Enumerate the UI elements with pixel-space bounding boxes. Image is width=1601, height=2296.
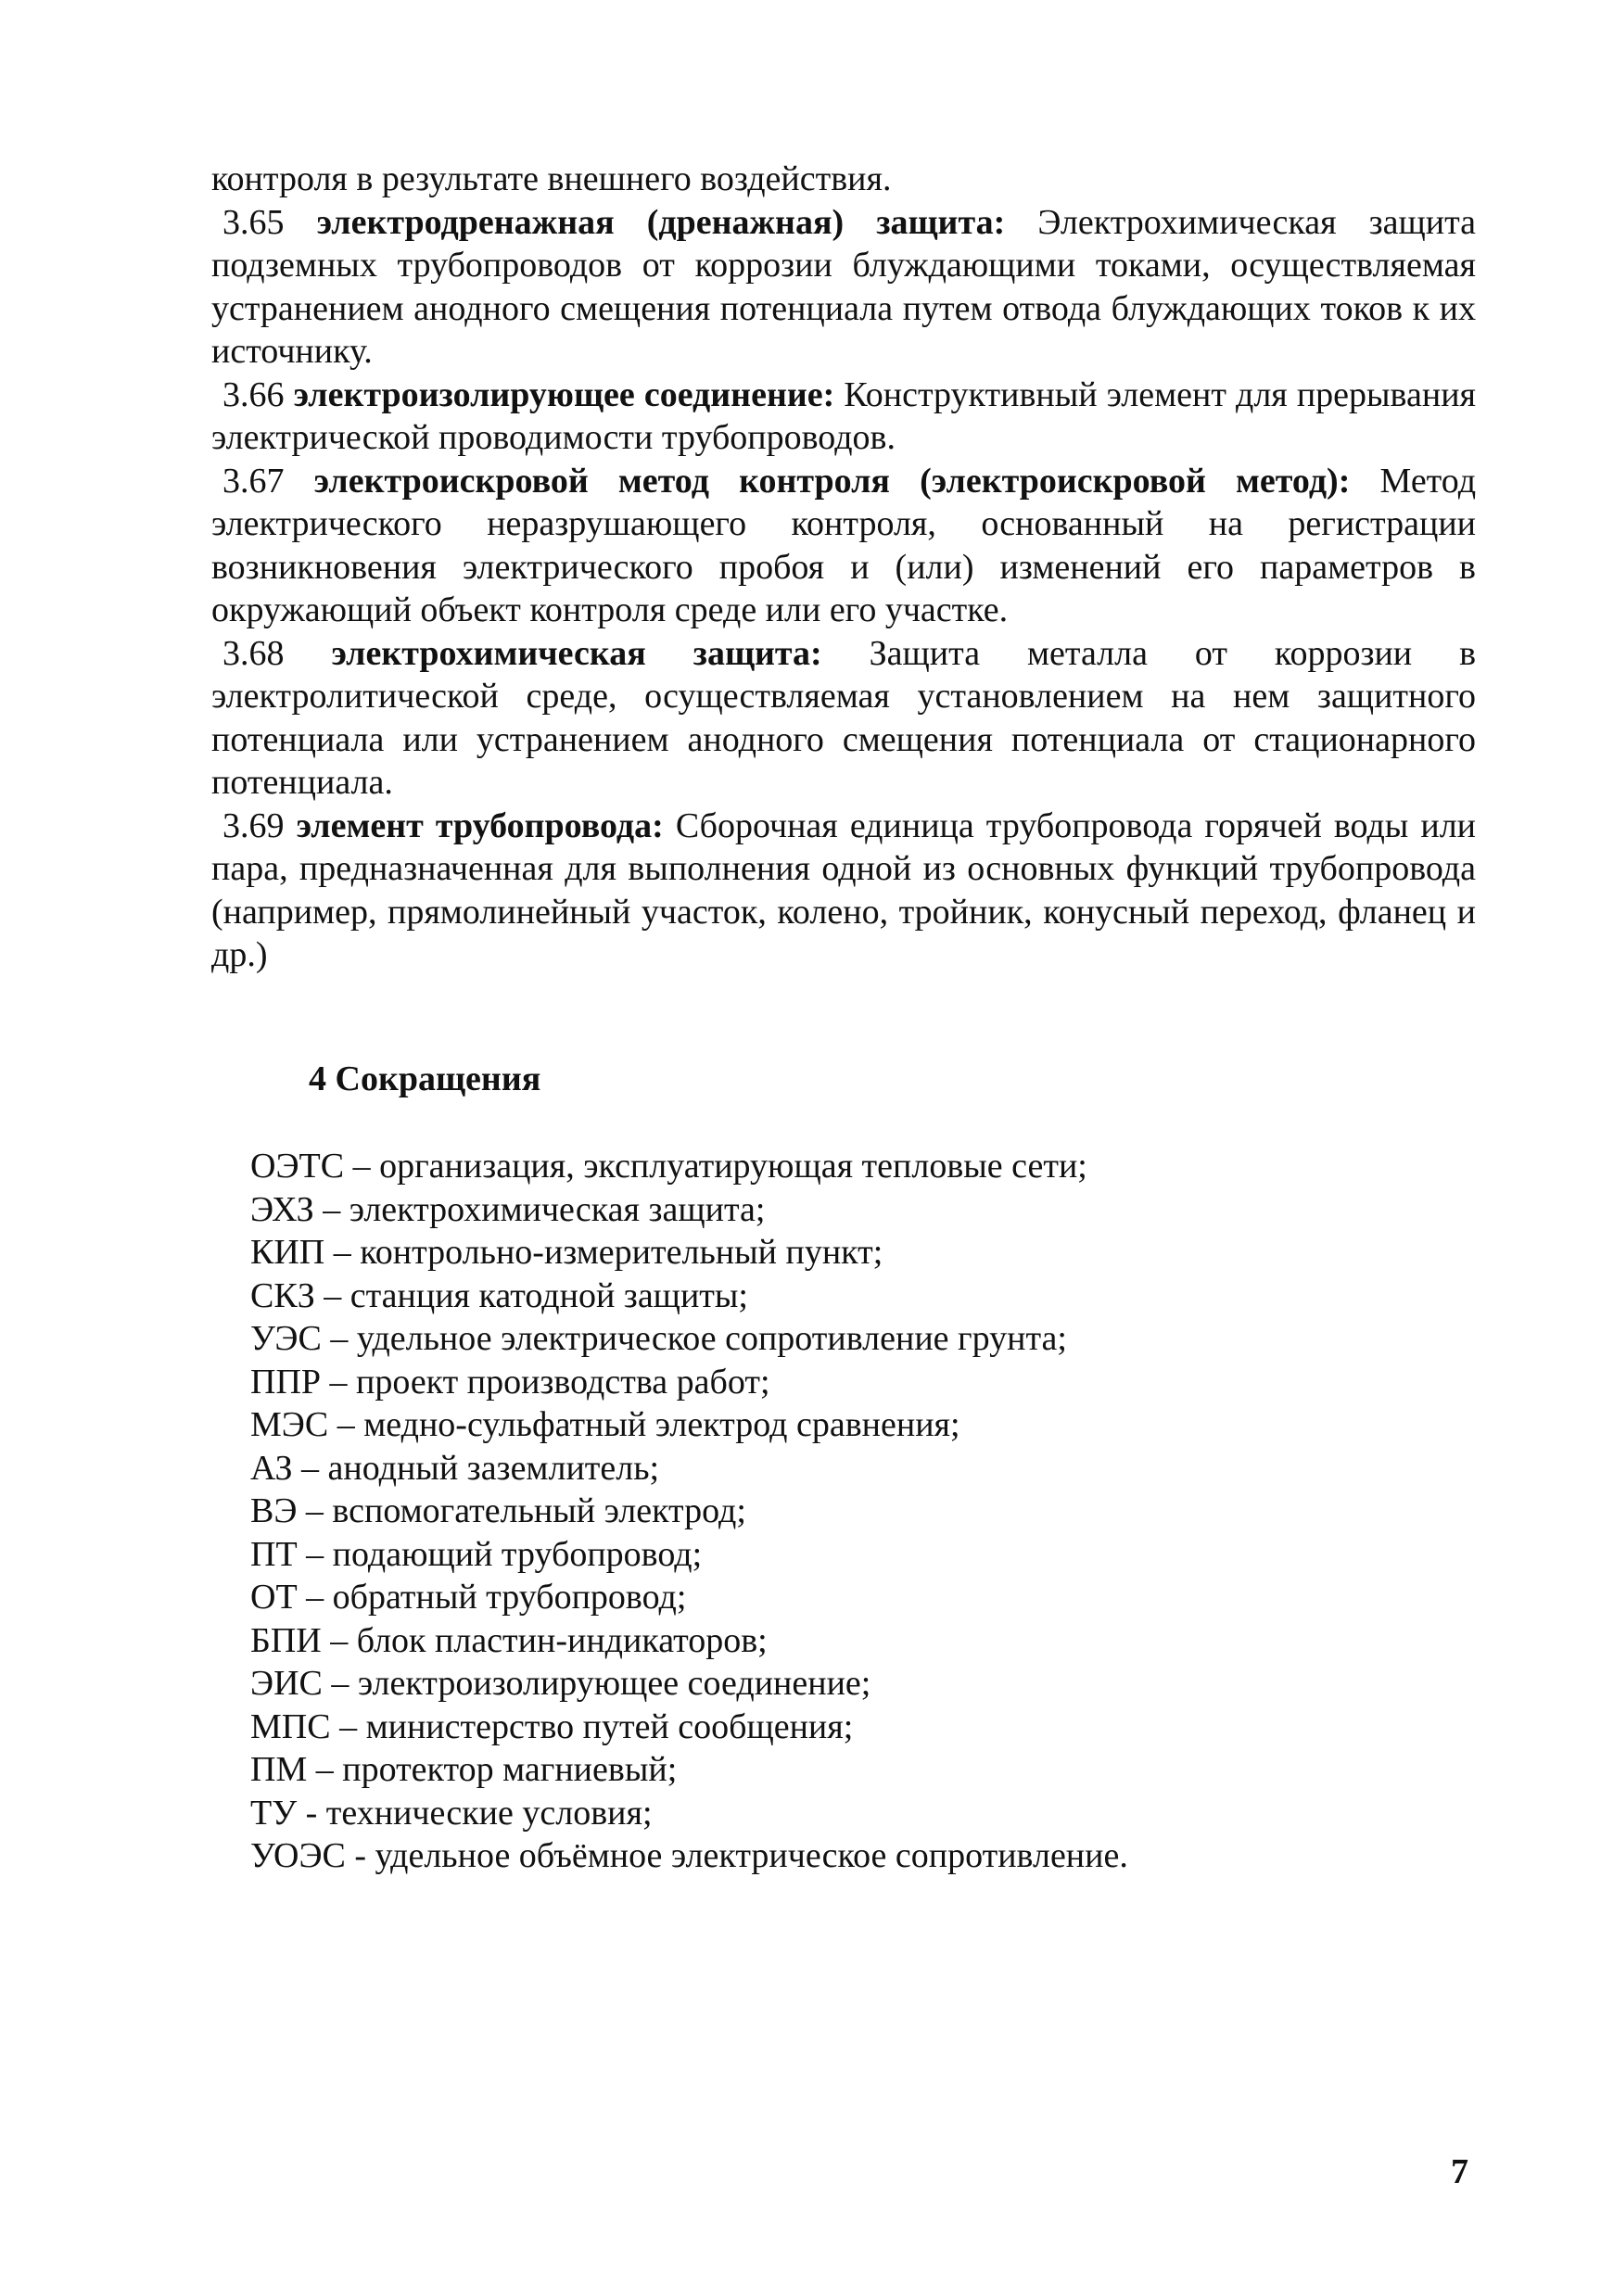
abbreviation-item: БПИ – блок пластин-индикаторов; xyxy=(250,1620,768,1660)
term-name: электрохимическая защита: xyxy=(331,633,822,673)
term-name: элемент трубопровода: xyxy=(296,806,664,845)
term-name: электроизолирующее соединение: xyxy=(293,374,835,414)
term-definition: Электрохимическая защита подземных трубопроводов от коррозии блуждающими токами, осуществляемая устранением анодного смещения потенциала путем отвода блуждающих токов к их источнику. xyxy=(211,202,1477,371)
term-number: 3.68 xyxy=(222,633,285,673)
term-number: 3.69 xyxy=(222,806,285,845)
abbreviation-item: УОЭС - удельное объёмное электрическое сопротивление. xyxy=(250,1836,1128,1875)
definitions-block xyxy=(211,158,1476,977)
term-definition: Метод электрического неразрушающего контроля, основанный на регистрации возникновения электрического пробоя и (или) изменений его параметров в окружающий объект контроля среде или его участке. xyxy=(211,461,1477,629)
term-3-65 xyxy=(211,201,1476,374)
term-3-68 xyxy=(211,632,1476,805)
abbreviation-item: ОТ – обратный трубопровод; xyxy=(250,1578,687,1617)
term-3-67 xyxy=(211,460,1476,632)
abbreviation-item: ПМ – протектор магниевый; xyxy=(250,1750,678,1789)
term-definition: Защита металла от коррозии в электролитической среде, осуществляемая установлением на нем защитного потенциала или устранением анодного смещения потенциала от стационарного потенциала. xyxy=(211,633,1477,802)
term-definition: Сборочная единица трубопровода горячей воды или пара, предназначенная для выполнения одной из основных функций трубопровода (например, прямолинейный участок, колено, тройник, конусный переход, фланец и др.) xyxy=(211,806,1477,974)
abbreviation-list xyxy=(250,1145,1128,1878)
abbreviation-item: КИП – контрольно-измерительный пункт; xyxy=(250,1233,883,1272)
abbreviation-item: ППР – проект производства работ; xyxy=(250,1362,770,1402)
abbreviation-item: ЭХЗ – электрохимическая защита; xyxy=(250,1189,766,1229)
abbreviation-item: ЭИС – электроизолирующее соединение; xyxy=(250,1664,871,1703)
term-number: 3.67 xyxy=(222,461,285,501)
abbreviation-item: МЭС – медно-сульфатный электрод сравнения; xyxy=(250,1405,960,1444)
page-number: 7 xyxy=(1451,2152,1468,2191)
term-3-66 xyxy=(211,374,1476,460)
abbreviation-item: УЭС – удельное электрическое сопротивление грунта; xyxy=(250,1319,1067,1358)
term-name: электродренажная (дренажная) защита: xyxy=(316,202,1006,242)
continuation-paragraph xyxy=(211,158,1476,201)
abbreviation-item: ТУ - технические условия; xyxy=(250,1793,653,1833)
term-definition: Конструктивный элемент для прерывания электрической проводимости трубопроводов. xyxy=(211,374,1477,457)
section-heading-abbreviations: 4 Сокращения xyxy=(309,1059,541,1098)
term-number: 3.65 xyxy=(222,202,285,242)
abbreviation-item: СКЗ – станция катодной защиты; xyxy=(250,1275,748,1315)
continuation-text: контроля в результате внешнего воздействия. xyxy=(211,159,892,198)
abbreviation-item: МПС – министерство путей сообщения; xyxy=(250,1706,854,1746)
term-3-69 xyxy=(211,805,1476,977)
term-name: электроискровой метод контроля (электроискровой метод): xyxy=(313,461,1351,501)
abbreviation-item: АЗ – анодный заземлитель; xyxy=(250,1448,660,1488)
abbreviation-item: ВЭ – вспомогательный электрод; xyxy=(250,1491,746,1530)
abbreviation-item: ПТ – подающий трубопровод; xyxy=(250,1534,703,1574)
term-number: 3.66 xyxy=(222,374,285,414)
abbreviation-item: ОЭТС – организация, эксплуатирующая тепловые сети; xyxy=(250,1147,1087,1186)
